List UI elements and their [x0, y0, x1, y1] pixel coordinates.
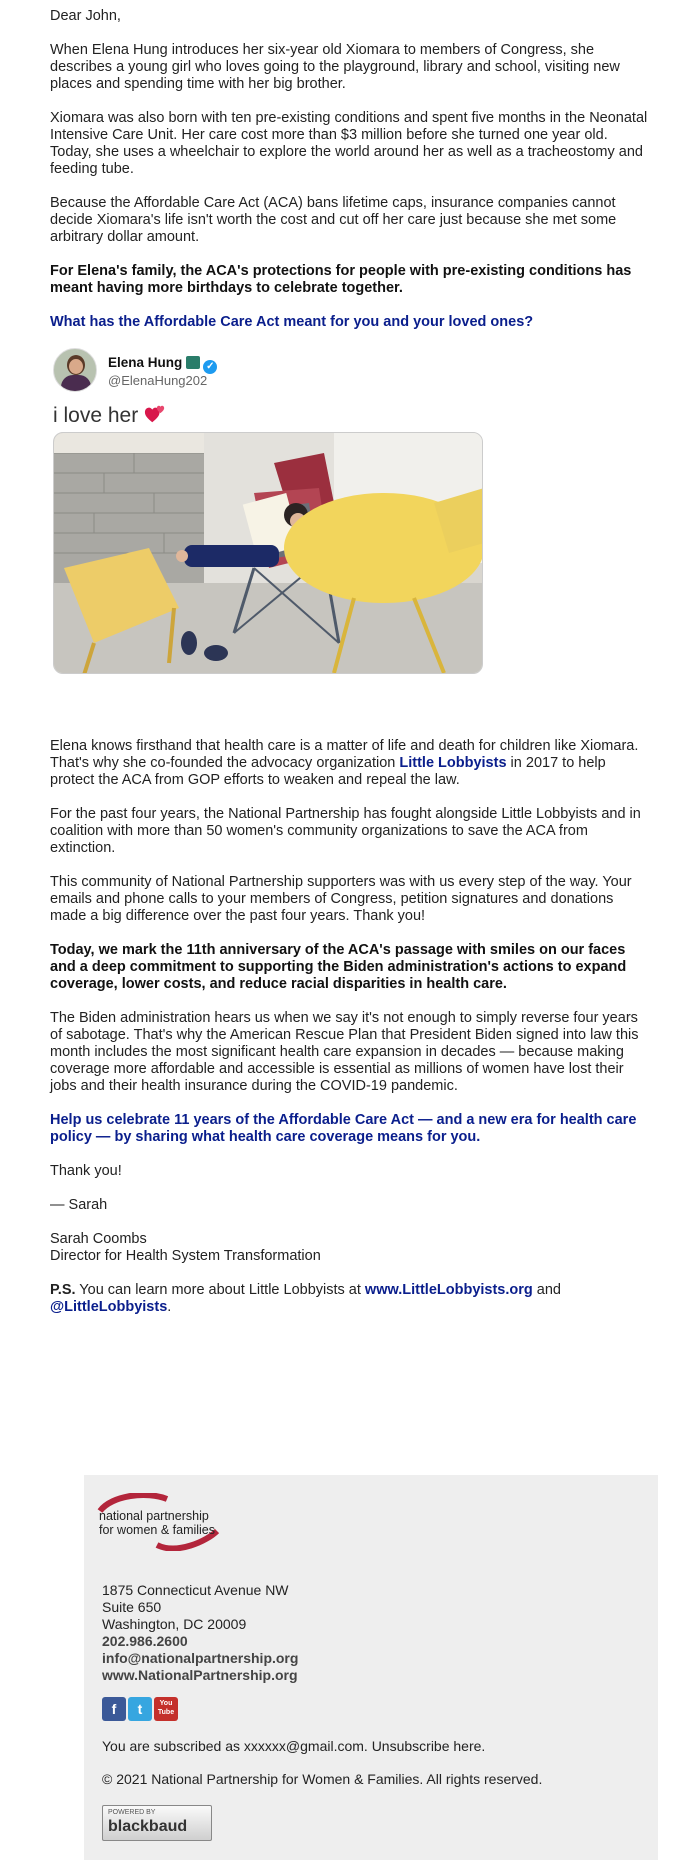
footer-email[interactable]: info@nationalpartnership.org: [102, 1650, 299, 1666]
logo-line-1: national partnership: [99, 1509, 209, 1523]
postscript: P.S. You can learn more about Little Lobbyists at www.LittleLobbyists.org and @LittleLobbyists.: [50, 1282, 561, 1315]
verified-check-icon: ✓: [203, 360, 217, 374]
paragraph-four-years: For the past four years, the National Partnership has fought alongside Little Lobbyists and in coalition with more than 50 women's community organizations to save the ACA from extinction.: [50, 806, 641, 856]
paragraph-conditions: Xiomara was also born with ten pre-existing conditions and spent five months in the Neonatal Intensive Care Unit. Her care cost more than $3 million before she turned one year old. Today, she uses a wheelchair to explore the world around her as well as a tracheostomy and feeding tube.: [50, 110, 648, 177]
question-link[interactable]: What has the Affordable Care Act meant for you and your loved ones?: [50, 314, 534, 330]
email-body: [50, 8, 650, 1333]
paragraph-firsthand: Elena knows firsthand that health care is a matter of life and death for children like Xiomara. That's why she co-founded the advocacy organization Little Lobbyists in 2017 to help protect the ACA from GOP efforts to weaken and repeal the law.: [50, 738, 639, 788]
national-partnership-logo[interactable]: [97, 1493, 227, 1551]
tweet-photo: [53, 432, 483, 674]
paragraph-intro: When Elena Hung introduces her six-year old Xiomara to members of Congress, she describes a young girl who loves going to the playground, library and school, visiting new places and spending time with her big brother.: [50, 42, 620, 92]
tweet-author-name: Elena Hung ✓: [108, 354, 217, 374]
facebook-icon[interactable]: f: [102, 1697, 126, 1721]
embedded-tweet[interactable]: [50, 348, 650, 738]
avatar: [53, 348, 97, 392]
copyright: © 2021 National Partnership for Women & Families. All rights reserved.: [102, 1771, 543, 1787]
little-lobbyists-link[interactable]: Little Lobbyists: [399, 755, 507, 771]
footer-phone[interactable]: 202.986.2600: [102, 1633, 188, 1649]
cta-link[interactable]: Help us celebrate 11 years of the Affordable Care Act — and a new era for health care policy — by sharing what health care coverage means for you.: [50, 1112, 637, 1145]
footer-address: 1875 Connecticut Avenue NW Suite 650 Washington, DC 20009 202.986.2600 info@nationalpartnership.org www.NationalPartnership.org: [102, 1582, 299, 1683]
paragraph-lifetime-caps: Because the Affordable Care Act (ACA) bans lifetime caps, insurance companies cannot decide Xiomara's life isn't worth the cost and cut off her care just because she met some arbitrary dollar amount.: [50, 195, 617, 245]
little-lobbyists-twitter-link[interactable]: @LittleLobbyists: [50, 1299, 168, 1315]
paragraph-supporters: This community of National Partnership supporters was with us every step of the way. Your emails and phone calls to your members of Congress, petition signatures and donations made a big difference over the past four years. Thank you!: [50, 874, 632, 924]
footer: [84, 1475, 658, 1860]
powered-by-blackbaud-badge[interactable]: POWERED BY blackbaud: [102, 1805, 212, 1841]
two-hearts-icon: [144, 403, 166, 425]
youtube-icon[interactable]: You Tube: [154, 1697, 178, 1721]
patio-photo: [54, 433, 483, 674]
paragraph-rescue-plan: The Biden administration hears us when we say it's not enough to simply reverse four years of sabotage. That's why the American Rescue Plan that President Biden signed into law this month includes the most significant health care expansion in decades — because making coverage more affordable and accessible is essential as millions of women have lost their jobs and their health insurance during the COVID-19 pandemic.: [50, 1010, 639, 1094]
subscription-notice[interactable]: You are subscribed as xxxxxx@gmail.com. Unsubscribe here.: [102, 1738, 486, 1754]
flag-icon: [186, 356, 200, 369]
paragraph-anniversary: Today, we mark the 11th anniversary of the ACA's passage with smiles on our faces and a deep commitment to supporting the Biden administration's actions to expand coverage, lower costs, and reduce racial disparities in health care.: [50, 942, 627, 992]
little-lobbyists-site-link[interactable]: www.LittleLobbyists.org: [364, 1282, 533, 1298]
twitter-icon[interactable]: t: [128, 1697, 152, 1721]
tweet-handle: @ElenaHung202: [108, 373, 208, 388]
thanks: Thank you!: [50, 1163, 122, 1179]
footer-website[interactable]: www.NationalPartnership.org: [102, 1667, 298, 1683]
greeting: Dear John,: [50, 8, 121, 24]
signoff: — Sarah: [50, 1197, 108, 1213]
signature: Sarah Coombs Director for Health System Transformation: [50, 1231, 321, 1264]
tweet-text: i love her: [53, 403, 166, 428]
paragraph-protections: For Elena's family, the ACA's protections for people with pre-existing conditions has meant having more birthdays to celebrate together.: [50, 263, 632, 296]
logo-line-2: for women & families: [99, 1523, 216, 1537]
social-links: [102, 1697, 180, 1721]
